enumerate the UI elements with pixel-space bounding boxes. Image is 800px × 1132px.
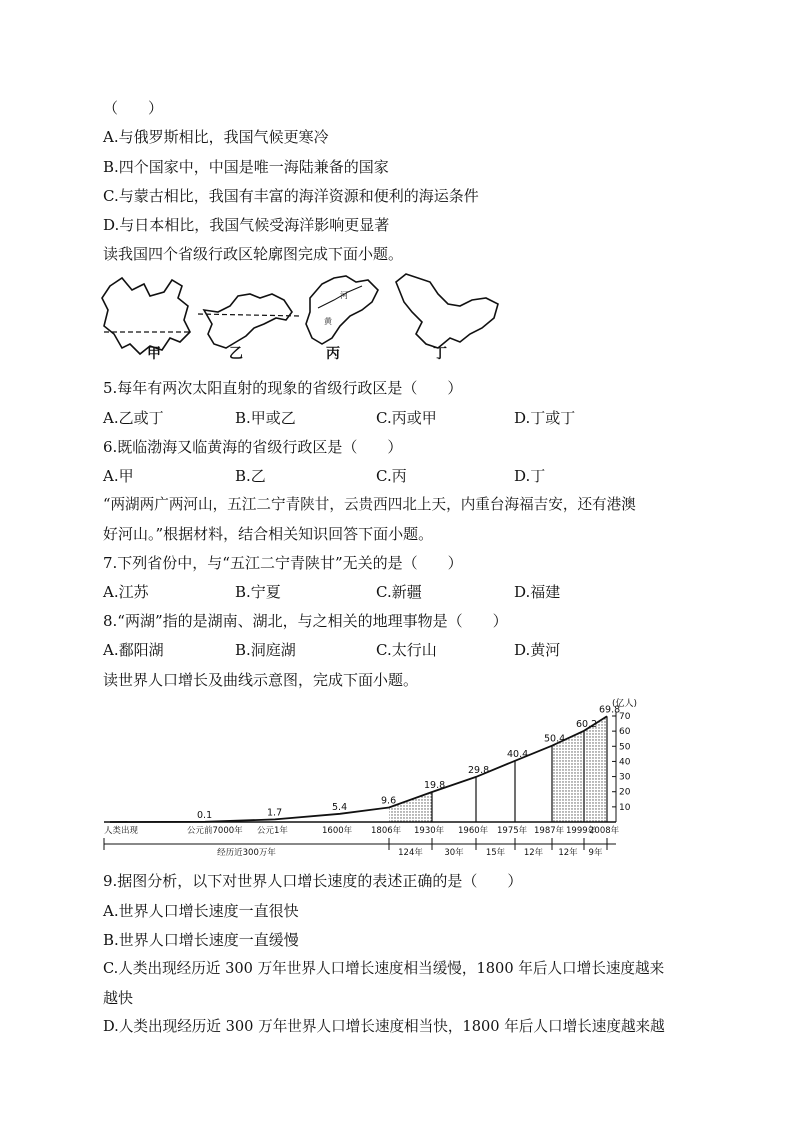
y-tick-label-20: 20 — [619, 787, 631, 798]
y-tick-label-70: 70 — [619, 712, 631, 722]
interval-label-2: 30年 — [444, 848, 464, 858]
x-tick-label-9: 1999年 — [566, 826, 597, 836]
q9-option-c-line2[interactable]: 越快 — [103, 989, 134, 1007]
x-tick-label-4: 1806年 — [371, 826, 402, 836]
q7-option-a[interactable]: A.江苏 — [103, 583, 149, 601]
q6-option-d[interactable]: D.丁 — [514, 467, 546, 485]
q5-option-a[interactable]: A.乙或丁 — [103, 409, 164, 427]
q9-option-c-line1[interactable]: C.人类出现经历近 300 万年世界人口增长速度相当缓慢，1800 年后人口增长速度越来 — [103, 960, 665, 977]
poem-line-2: 好河山。”根据材料，结合相关知识回答下面小题。 — [103, 525, 434, 543]
y-axis-unit: (亿人) — [612, 699, 638, 709]
population-curve — [110, 716, 607, 822]
intro-maps: 读我国四个省级行政区轮廓图完成下面小题。 — [103, 245, 404, 263]
data-label-2: 1.7 — [267, 807, 283, 819]
interval-label-1: 124年 — [398, 848, 423, 858]
x-tick-label-5: 1930年 — [414, 826, 445, 836]
y-tick-label-50: 50 — [619, 742, 631, 753]
data-label-5: 19.8 — [424, 780, 446, 792]
q8-option-b[interactable]: B.洞庭湖 — [235, 641, 296, 659]
q7-option-d[interactable]: D.福建 — [514, 583, 561, 601]
interval-label-3: 15年 — [485, 848, 506, 858]
poem-line-1: “两湖两广两河山，五江二宁青陕甘，云贵西四北上天，内重台海福吉安，还有港澳 — [103, 496, 636, 513]
q9-option-b[interactable]: B.世界人口增长速度一直缓慢 — [103, 931, 299, 949]
q7-stem: 7.下列省份中，与“五江二宁青陕甘”无关的是（ ） — [103, 554, 463, 572]
data-label-7: 40.4 — [507, 748, 529, 760]
q4-option-c[interactable]: C.与蒙古相比，我国有丰富的海洋资源和便利的海运条件 — [103, 187, 479, 205]
map-caption-bing: 丙 — [326, 346, 340, 362]
q5-stem: 5.每年有两次太阳直射的现象的省级行政区是（ ） — [103, 379, 463, 397]
map-caption-jia: 甲 — [147, 346, 161, 362]
y-tick-label-60: 60 — [619, 727, 631, 738]
intro-chart: 读世界人口增长及曲线示意图，完成下面小题。 — [103, 671, 419, 689]
data-label-3: 5.4 — [332, 801, 348, 813]
map-caption-ding: 丁 — [433, 346, 447, 362]
q4-option-d[interactable]: D.与日本相比，我国气候受海洋影响更显著 — [103, 216, 390, 234]
q6-stem: 6.既临渤海又临黄海的省级行政区是（ ） — [103, 438, 403, 456]
q4-option-b[interactable]: B.四个国家中，中国是唯一海陆兼备的国家 — [103, 158, 389, 176]
population-growth-chart — [100, 694, 638, 862]
x-tick-label-6: 1960年 — [458, 826, 489, 836]
q4-option-a[interactable]: A.与俄罗斯相比，我国气候更寒冷 — [103, 128, 329, 146]
q6-option-c[interactable]: C.丙 — [376, 467, 407, 485]
q8-option-c[interactable]: C.太行山 — [376, 641, 437, 659]
interval-label-4: 12年 — [523, 848, 544, 858]
data-label-1: 0.1 — [197, 809, 213, 821]
data-label-4: 9.6 — [381, 795, 397, 807]
q8-option-a[interactable]: A.鄱阳湖 — [103, 641, 164, 659]
q5-option-c[interactable]: C.丙或甲 — [376, 409, 437, 427]
interval-label-5: 12年 — [558, 848, 578, 858]
y-tick-label-10: 10 — [619, 802, 631, 813]
q9-option-d[interactable]: D.人类出现经历近 300 万年世界人口增长速度相当快，1800 年后人口增长速度越来越 — [103, 1018, 665, 1035]
map-province-label: 黄 — [324, 317, 332, 326]
interval-label-6: 9年 — [588, 848, 603, 858]
x-tick-label-10: 2008年 — [589, 826, 620, 836]
x-tick-label-3: 1600年 — [322, 826, 353, 836]
q5-option-d[interactable]: D.丁或丁 — [514, 409, 576, 427]
q9-stem: 9.据图分析，以下对世界人口增长速度的表述正确的是（ ） — [103, 872, 523, 890]
y-tick-label-30: 30 — [619, 772, 631, 783]
data-label-9: 60.2 — [576, 718, 598, 730]
map-ding-outline — [396, 274, 498, 348]
q7-option-c[interactable]: C.新疆 — [376, 583, 422, 601]
q9-option-a[interactable]: A.世界人口增长速度一直很快 — [103, 902, 299, 920]
q6-option-a[interactable]: A.甲 — [103, 467, 134, 485]
x-tick-label-1: 公元前7000年 — [187, 826, 243, 836]
data-label-8: 50.4 — [544, 733, 566, 745]
q8-option-d[interactable]: D.黄河 — [514, 641, 561, 659]
q8-stem: 8.“两湖”指的是湖南、湖北，与之相关的地理事物是（ ） — [103, 612, 508, 630]
q5-option-b[interactable]: B.甲或乙 — [235, 409, 296, 427]
map-yi-outline — [198, 294, 300, 348]
map-river-label: 河 — [340, 291, 348, 300]
q6-option-b[interactable]: B.乙 — [235, 467, 266, 485]
y-tick-label-40: 40 — [619, 757, 631, 768]
question-stem-bracket: （ ） — [103, 99, 164, 117]
x-tick-label-8: 1987年 — [534, 826, 565, 836]
province-outline-maps — [100, 268, 510, 366]
x-tick-label-7: 1975年 — [497, 826, 528, 836]
q7-option-b[interactable]: B.宁夏 — [235, 583, 281, 601]
x-tick-label-2: 公元1年 — [257, 826, 288, 836]
x-tick-label-0: 人类出现 — [104, 826, 139, 836]
data-label-6: 29.8 — [468, 764, 490, 776]
map-bing-outline — [306, 276, 378, 344]
interval-label-0: 经历近300万年 — [217, 848, 276, 858]
data-label-10: 69.8 — [599, 704, 621, 716]
map-caption-yi: 乙 — [229, 346, 243, 362]
